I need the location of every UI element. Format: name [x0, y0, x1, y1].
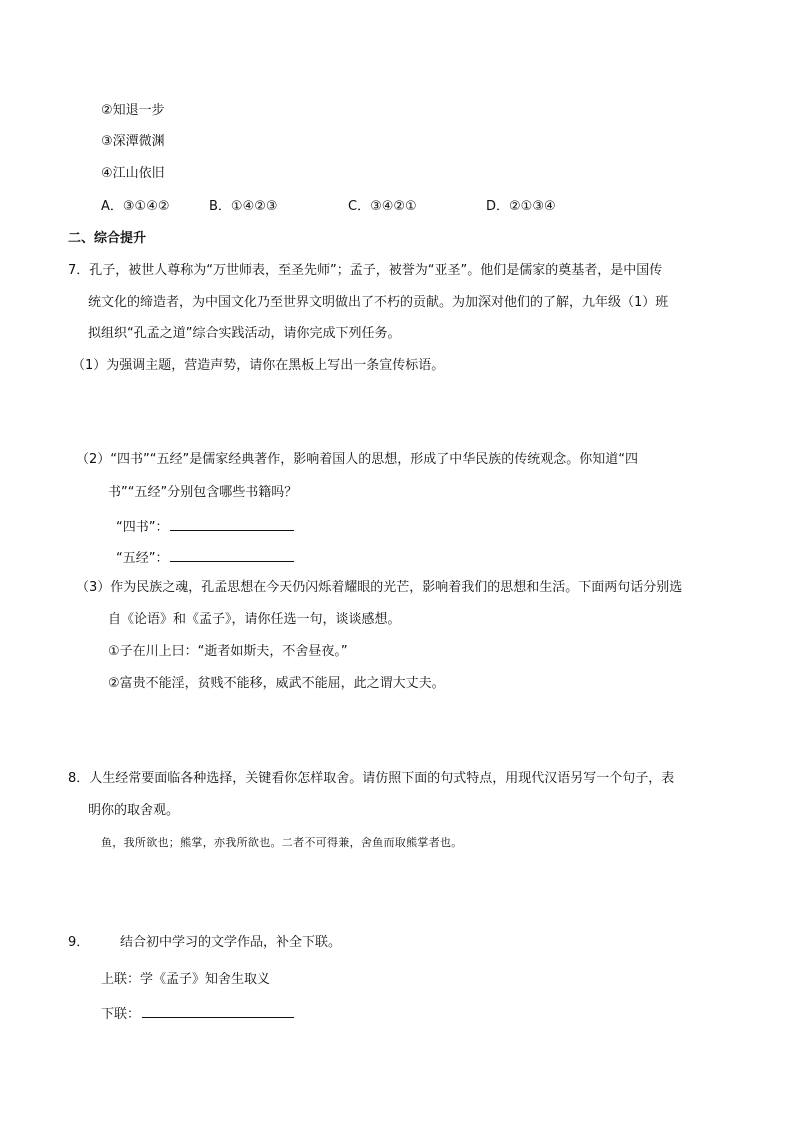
options-row — [101, 199, 556, 215]
list-item: ②知退一步 — [101, 103, 165, 118]
q7-line-1: 7．孔子，被世人尊称为“万世师表，至圣先师”；孟子，被誉为“亚圣”。他们是儒家的奠基者，是中国传 — [68, 263, 663, 278]
five-classics-row — [116, 548, 294, 567]
list-item: ④江山依旧 — [101, 166, 165, 181]
four-books-label: “四书”： — [116, 520, 169, 535]
option-b: B．①④②③ — [209, 199, 278, 214]
q7-sub3-line-1: （3）作为民族之魂，孔孟思想在今天仍闪烁着耀眼的光芒，影响着我们的思想和生活。下面两句话分别选 — [76, 580, 683, 595]
q7-line-3: 拟组织“孔孟之道”综合实践活动，请你完成下列任务。 — [88, 326, 401, 341]
q7-sub2-line-2: 书”“五经”分别包含哪些书籍吗？ — [108, 485, 298, 500]
q8-model-sentence: 鱼，我所欲也；熊掌，亦我所欲也。二者不可得兼，舍鱼而取熊掌者也。 — [101, 836, 463, 849]
q7-sub1: （1）为强调主题，营造声势，请你在黑板上写出一条宣传标语。 — [72, 358, 445, 373]
lower-couplet-label: 下联： — [101, 1007, 141, 1022]
q9-number: 9． — [68, 935, 90, 950]
four-books-answer-field[interactable] — [170, 517, 294, 531]
five-classics-label: “五经”： — [116, 551, 169, 566]
quote-mengzi: ②富贵不能淫，贫贱不能移，威武不能屈，此之谓大丈夫。 — [108, 676, 445, 691]
four-books-row — [116, 517, 294, 536]
lower-couplet-row — [101, 1004, 294, 1023]
q7-line-2: 统文化的缔造者，为中国文化乃至世界文明做出了不朽的贡献。为加深对他们的了解，九年级（1）班 — [88, 295, 669, 310]
option-c: C．③④②① — [348, 199, 417, 214]
section-title: 二、综合提升 — [68, 231, 147, 246]
q8-line-1: 8．人生经常要面临各种选择，关键看你怎样取舍。请仿照下面的句式特点，用现代汉语另写一个句子，表 — [68, 771, 675, 786]
q9-prompt: 结合初中学习的文学作品，补全下联。 — [120, 935, 342, 950]
q7-sub3-line-2: 自《论语》和《孟子》，请你任选一句，谈谈感想。 — [108, 612, 401, 627]
lower-couplet-answer-field[interactable] — [142, 1004, 294, 1018]
quote-lunyu: ①子在川上曰：“逝者如斯夫，不舍昼夜。” — [108, 644, 348, 659]
upper-couplet: 上联：学《孟子》知舍生取义 — [101, 972, 271, 987]
q8-line-2: 明你的取舍观。 — [88, 803, 180, 818]
option-a: A．③①④② — [101, 199, 170, 214]
five-classics-answer-field[interactable] — [170, 548, 294, 562]
q7-sub2-line-1: （2）“四书”“五经”是儒家经典著作，影响着国人的思想，形成了中华民族的传统观念。你知道“四 — [76, 452, 638, 467]
option-d: D．②①③④ — [486, 199, 556, 214]
list-item: ③深潭微渊 — [101, 134, 165, 149]
